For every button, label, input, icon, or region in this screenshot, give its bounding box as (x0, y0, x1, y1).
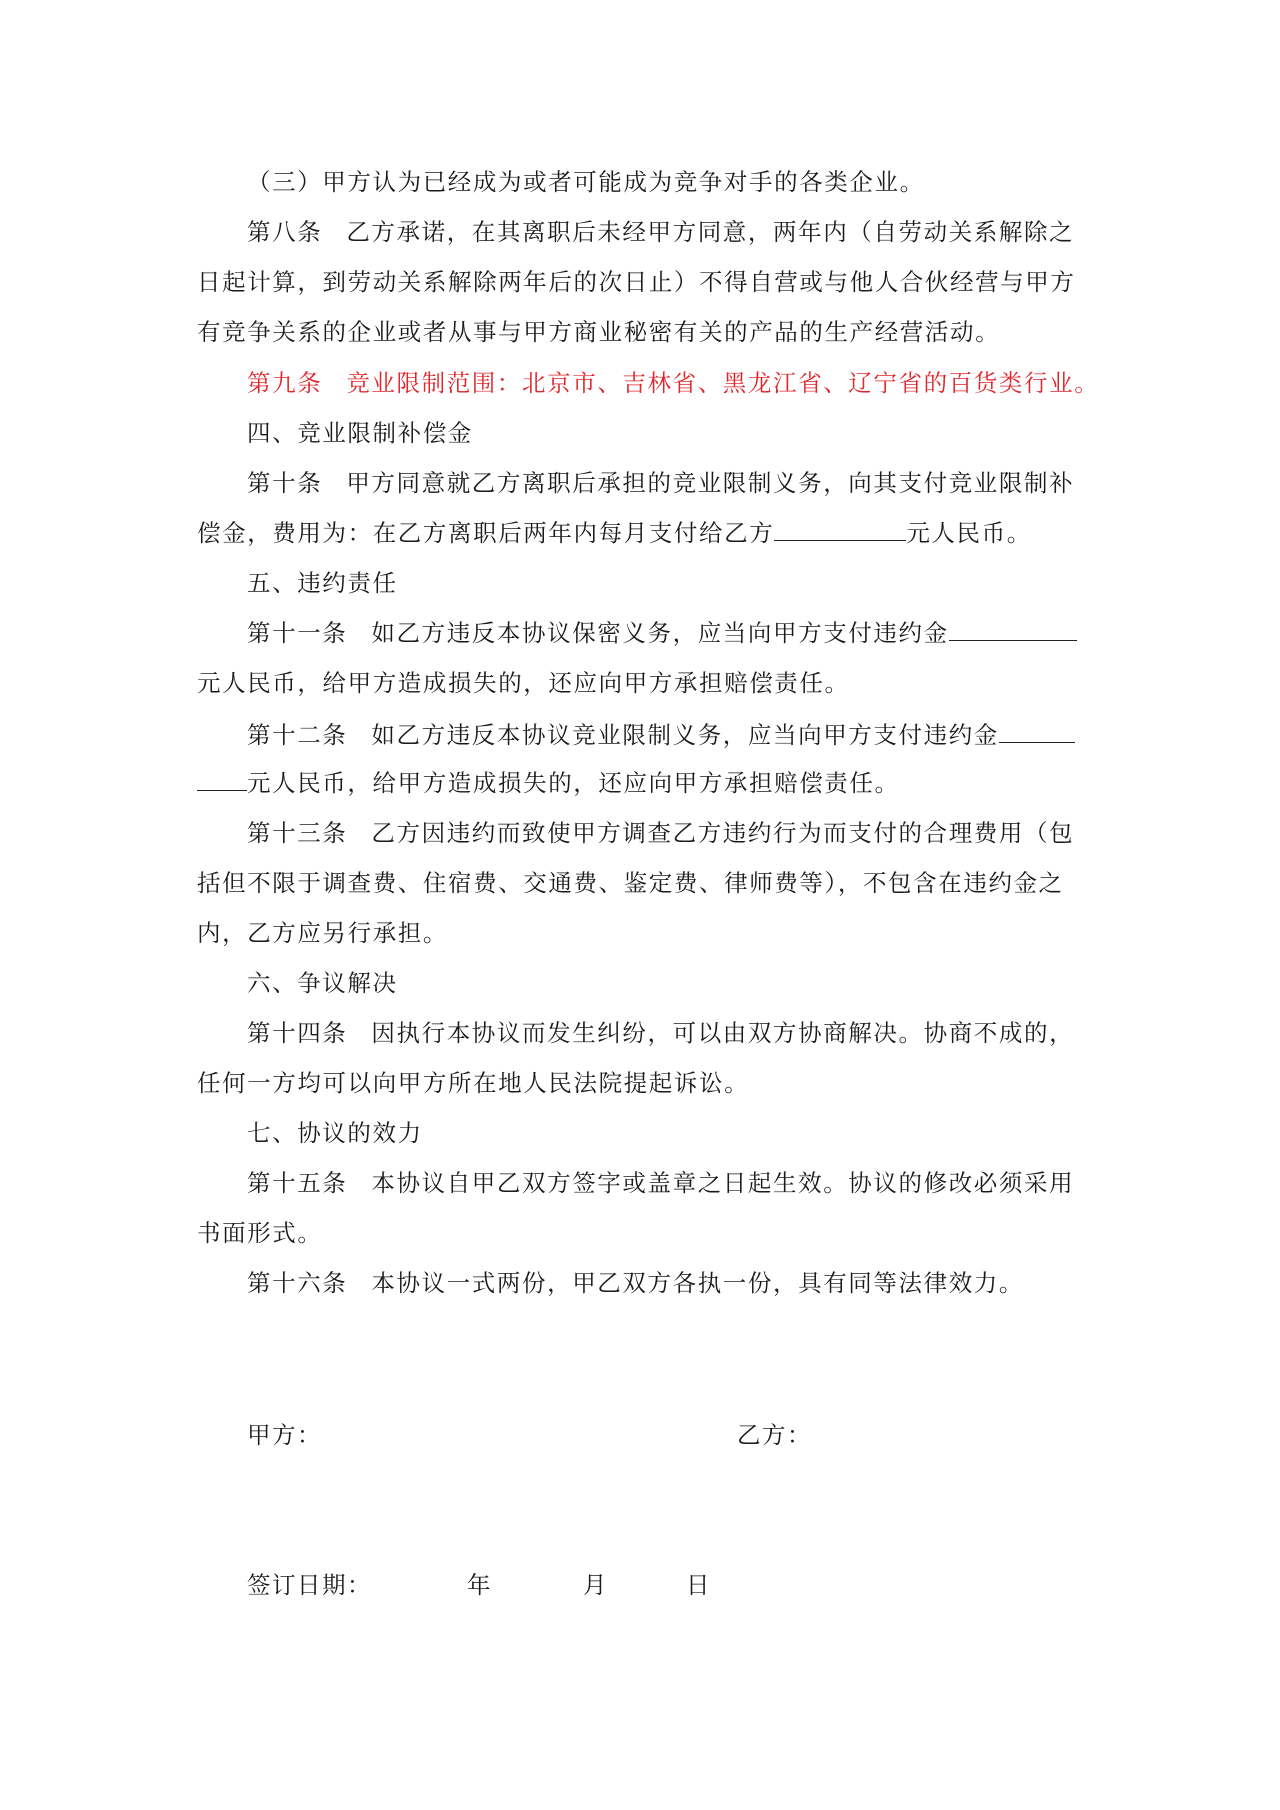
article-number: 第九条 (247, 369, 323, 397)
article-number: 第十一条 (247, 619, 348, 647)
paragraph-text: （三）甲方认为已经成为或者可能成为竞争对手的各类企业。 (247, 168, 925, 196)
article-15 (247, 1168, 1074, 1198)
penalty-blank-field-cont[interactable] (197, 768, 247, 791)
article-10-cont (197, 518, 1032, 548)
penalty-blank-field[interactable] (949, 618, 1077, 641)
article-13-cont-1 (197, 868, 1064, 898)
date-month-label: 月 (583, 1571, 608, 1599)
paragraph-text: 乙方因违约而致使甲方调查乙方违约行为而支付的合理费用（包 (371, 819, 1075, 847)
section-heading: 五、违约责任 (247, 569, 398, 597)
article-14-cont (197, 1068, 749, 1098)
paragraph-text: 括但不限于调查费、住宿费、交通费、鉴定费、律师费等），不包含在违约金之 (197, 869, 1064, 897)
article-number: 第十三条 (247, 819, 348, 847)
section-heading-7 (247, 1118, 423, 1148)
article-13-cont-2 (197, 918, 448, 948)
party-a-signature-label: 甲方： (247, 1421, 322, 1449)
paragraph-text: 内，乙方应另行承担。 (197, 919, 448, 947)
paragraph-text: 元人民币，给甲方造成损失的，还应向甲方承担赔偿责任。 (247, 769, 900, 797)
article-number: 第十二条 (247, 721, 348, 749)
article-number: 第十六条 (247, 1269, 348, 1297)
article-14 (247, 1018, 1074, 1048)
paragraph-text: 元人民币。 (906, 519, 1032, 547)
paragraph-text: 书面形式。 (197, 1219, 323, 1247)
article-8 (247, 217, 1074, 247)
date-year-label: 年 (467, 1571, 492, 1599)
date-day-label: 日 (686, 1571, 711, 1599)
paragraph-text: 本协议一式两份，甲乙双方各执一份，具有同等法律效力。 (371, 1269, 1025, 1297)
section-heading-4 (247, 418, 473, 448)
paragraph-text: 因执行本协议而发生纠纷，可以由双方协商解决。协商不成的， (371, 1019, 1075, 1047)
section-heading: 六、争议解决 (247, 969, 398, 997)
section-heading-5 (247, 568, 398, 598)
penalty-blank-field[interactable] (999, 720, 1075, 743)
paragraph-text: 任何一方均可以向甲方所在地人民法院提起诉讼。 (197, 1069, 750, 1097)
paragraph-text: 有竞争关系的企业或者从事与甲方商业秘密有关的产品的生产经营活动。 (197, 318, 1001, 346)
paragraph-text: 甲方同意就乙方离职后承担的竞业限制义务，向其支付竞业限制补 (346, 469, 1075, 497)
amount-blank-field[interactable] (774, 518, 906, 541)
paragraph-text: 竞业限制范围：北京市、吉林省、黑龙江省、辽宁省的百货类行业。 (346, 369, 1100, 397)
sign-date-label: 签订日期： (247, 1571, 372, 1599)
article-16 (247, 1268, 1024, 1298)
article-11 (247, 618, 1077, 648)
article-12-cont (197, 768, 900, 798)
clause-item-three (247, 167, 925, 197)
party-b-signature-label: 乙方： (737, 1421, 812, 1449)
paragraph-text: 乙方承诺，在其离职后未经甲方同意，两年内（自劳动关系解除之 (346, 218, 1075, 246)
article-number: 第十五条 (247, 1169, 348, 1197)
paragraph-text: 本协议自甲乙双方签字或盖章之日起生效。协议的修改必须采用 (371, 1169, 1075, 1197)
article-number: 第八条 (247, 218, 323, 246)
article-13 (247, 818, 1074, 848)
paragraph-text: 如乙方违反本协议竞业限制义务，应当向甲方支付违约金 (371, 721, 999, 749)
paragraph-text: 元人民币，给甲方造成损失的，还应向甲方承担赔偿责任。 (197, 669, 850, 697)
section-heading: 七、协议的效力 (247, 1119, 423, 1147)
article-10 (247, 468, 1074, 498)
article-15-cont (197, 1218, 323, 1248)
article-number: 第十四条 (247, 1019, 348, 1047)
section-heading: 四、竞业限制补偿金 (247, 419, 473, 447)
article-9-highlighted (247, 368, 1099, 398)
article-11-cont (197, 668, 850, 698)
article-8-cont-2 (197, 317, 1000, 347)
article-8-cont-1 (197, 267, 1076, 297)
section-heading-6 (247, 968, 398, 998)
article-number: 第十条 (247, 469, 323, 497)
paragraph-text: 如乙方违反本协议保密义务，应当向甲方支付违约金 (371, 619, 949, 647)
article-12 (247, 720, 1075, 750)
paragraph-text: 偿金，费用为：在乙方离职后两年内每月支付给乙方 (197, 519, 775, 547)
paragraph-text: 日起计算，到劳动关系解除两年后的次日止）不得自营或与他人合伙经营与甲方 (197, 268, 1076, 296)
